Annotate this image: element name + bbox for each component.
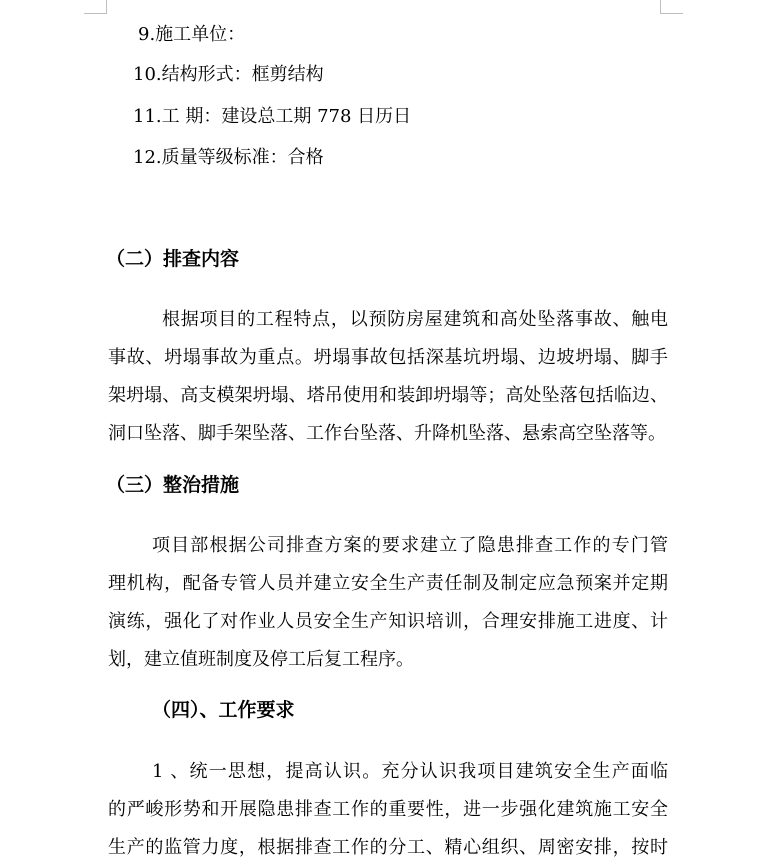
paragraph-line: 1 、统一思想，提高认识。充分认识我项目建筑安全生产面临 <box>152 761 668 782</box>
paragraph-line: 生产的监管力度，根据排查工作的分工、精心组织、周密安排，按时 <box>108 837 668 858</box>
section-paragraph-rectification-measures <box>108 527 668 679</box>
paragraph-line: 项目部根据公司排查方案的要求建立了隐患排查工作的专门管 <box>152 535 668 556</box>
section-heading-rectification-measures: （三）整治措施 <box>106 474 240 496</box>
section-heading-work-requirements: （四）、工作要求 <box>152 699 295 721</box>
info-item-quality-standard: 12.质量等级标准：合格 <box>133 147 324 168</box>
paragraph-line: 事故、坍塌事故为重点。坍塌事故包括深基坑坍塌、边坡坍塌、脚手 <box>108 347 668 368</box>
info-item-construction-unit: 9.施工单位： <box>138 24 246 45</box>
crop-mark-top-right-horizontal <box>660 13 683 14</box>
paragraph-line: 架坍塌、高支模架坍塌、塔吊使用和装卸坍塌等；高处坠落包括临边、 <box>108 385 668 406</box>
crop-mark-top-left-horizontal <box>84 13 107 14</box>
paragraph-line: 洞口坠落、脚手架坠落、工作台坠落、升降机坠落、悬索高空坠落等。 <box>108 423 666 444</box>
paragraph-line: 理机构，配备专管人员并建立安全生产责任制及制定应急预案并定期 <box>108 573 668 594</box>
info-item-structure-type: 10.结构形式：框剪结构 <box>133 64 324 85</box>
section-heading-inspection-content: （二）排查内容 <box>106 248 240 270</box>
paragraph-line: 的严峻形势和开展隐患排查工作的重要性，进一步强化建筑施工安全 <box>108 799 668 820</box>
paragraph-line: 划，建立值班制度及停工后复工程序。 <box>108 649 414 670</box>
crop-mark-top-right-vertical <box>660 0 661 14</box>
section-paragraph-work-requirements <box>108 753 668 867</box>
info-item-duration: 11.工 期：建设总工期 778 日历日 <box>133 106 412 127</box>
crop-mark-top-left-vertical <box>106 0 107 14</box>
section-paragraph-inspection-content <box>108 301 668 453</box>
paragraph-line: 根据项目的工程特点，以预防房屋建筑和高处坠落事故、触电 <box>162 309 668 330</box>
paragraph-line: 演练，强化了对作业人员安全生产知识培训，合理安排施工进度、计 <box>108 611 668 632</box>
